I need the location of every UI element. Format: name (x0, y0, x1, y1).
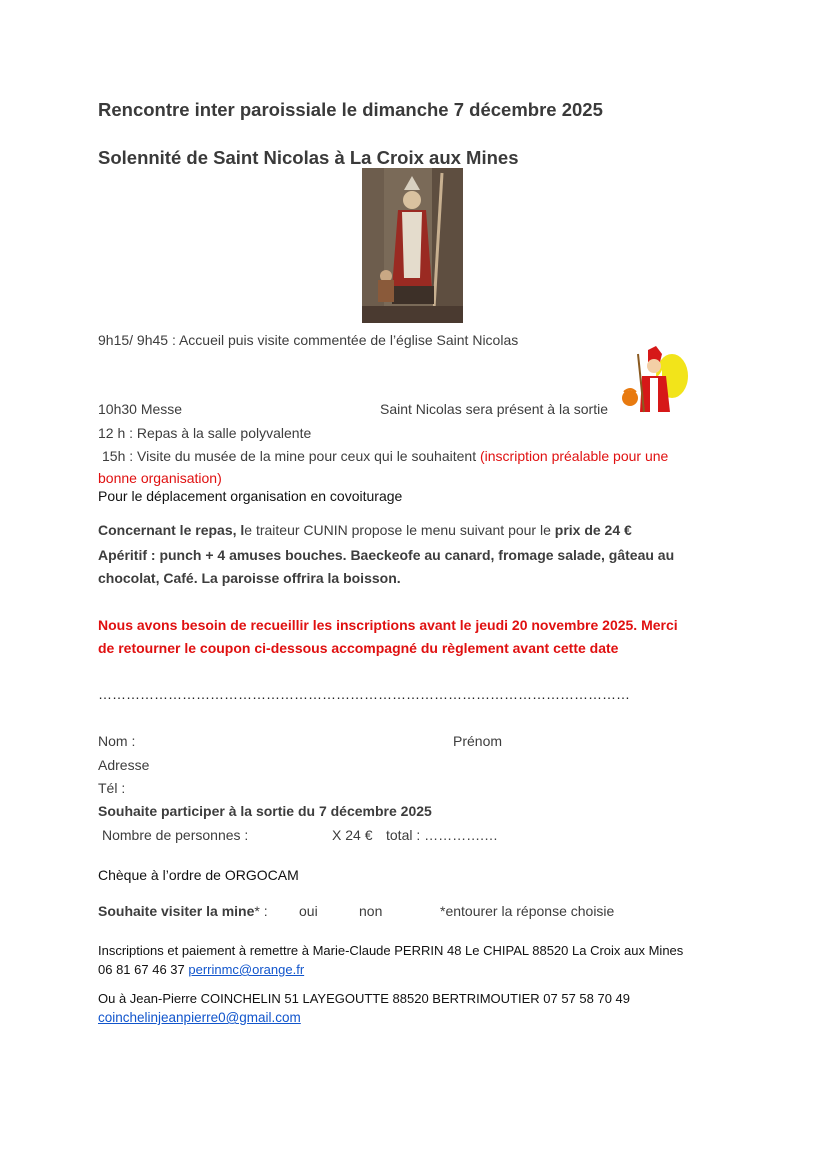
schedule-visite (102, 448, 668, 464)
schedule-accueil: 9h15/ 9h45 : Accueil puis visite commentée de l’église Saint Nicolas (98, 332, 519, 348)
saint-nicolas-statue-photo (362, 168, 463, 323)
schedule-repas: 12 h : Repas à la salle polyvalente (98, 425, 312, 441)
form-option-oui: oui (299, 903, 318, 919)
contact-line-3: Ou à Jean-Pierre COINCHELIN 51 LAYEGOUTTE 88520 BERTRIMOUTIER 07 57 58 70 49 (98, 991, 631, 1006)
coupon-separator: …………………………………………………………………………………………………… (98, 686, 630, 702)
saint-nicolas-clipart-icon (612, 346, 690, 416)
form-prenom-label: Prénom (453, 733, 503, 749)
form-nom-label: Nom : (98, 733, 136, 749)
form-prix-unitaire: X 24 € (332, 827, 373, 843)
notice-line-2: de retourner le coupon ci-dessous accompagné du règlement avant cette date (98, 640, 619, 656)
form-tel-label: Tél : (98, 780, 126, 796)
form-visiter-star: * : (254, 903, 268, 919)
contact-email-2-link[interactable]: coinchelinjeanpierre0@gmail.com (98, 1010, 301, 1025)
form-visiter-mine (98, 903, 268, 919)
menu-intro: Concernant le repas, l (98, 522, 245, 538)
page-title: Rencontre inter paroissiale le dimanche 7 décembre 2025 (98, 99, 603, 120)
form-souhaite-participer: Souhaite participer à la sortie du 7 décembre 2025 (98, 803, 432, 819)
schedule-visite-text: 15h : Visite du musée de la mine pour ceux qui le souhaitent (102, 448, 480, 464)
form-cheque: Chèque à l’ordre de ORGOCAM (98, 867, 299, 883)
form-nombre-label: Nombre de personnes : (102, 827, 249, 843)
menu-line-1 (98, 522, 632, 538)
schedule-visite-note-2: bonne organisation) (98, 470, 222, 486)
form-entourer-note: *entourer la réponse choisie (440, 903, 615, 919)
menu-price: prix de 24 € (554, 522, 632, 538)
menu-traiteur: e traiteur CUNIN propose le menu suivant pour le (244, 522, 555, 538)
form-option-non: non (359, 903, 383, 919)
schedule-visite-note: (inscription préalable pour une (479, 448, 669, 464)
notice-line-1: Nous avons besoin de recueillir les inscriptions avant le jeudi 20 novembre 2025. Merci (98, 617, 678, 633)
contact-phone-1: 06 81 67 46 37 (98, 962, 189, 977)
contact-line-2 (98, 962, 304, 977)
menu-line-3: chocolat, Café. La paroisse offrira la boisson. (98, 570, 401, 586)
form-visiter-label: Souhaite visiter la mine (98, 903, 255, 919)
form-total-label: total : ………….… (386, 827, 499, 843)
form-adresse-label: Adresse (98, 757, 150, 773)
schedule-covoiturage: Pour le déplacement organisation en covoiturage (98, 488, 403, 504)
schedule-messe: 10h30 Messe (98, 401, 183, 417)
menu-line-2: Apéritif : punch + 4 amuses bouches. Baeckeofe au canard, fromage salade, gâteau au (98, 547, 675, 563)
contact-email-1-link[interactable]: perrinmc@orange.fr (188, 962, 305, 977)
schedule-saint-nicolas: Saint Nicolas sera présent à la sortie (380, 401, 608, 417)
page-subtitle: Solennité de Saint Nicolas à La Croix aux Mines (98, 147, 519, 168)
contact-line-1: Inscriptions et paiement à remettre à Marie-Claude PERRIN 48 Le CHIPAL 88520 La Croix aux Mines (98, 943, 684, 958)
